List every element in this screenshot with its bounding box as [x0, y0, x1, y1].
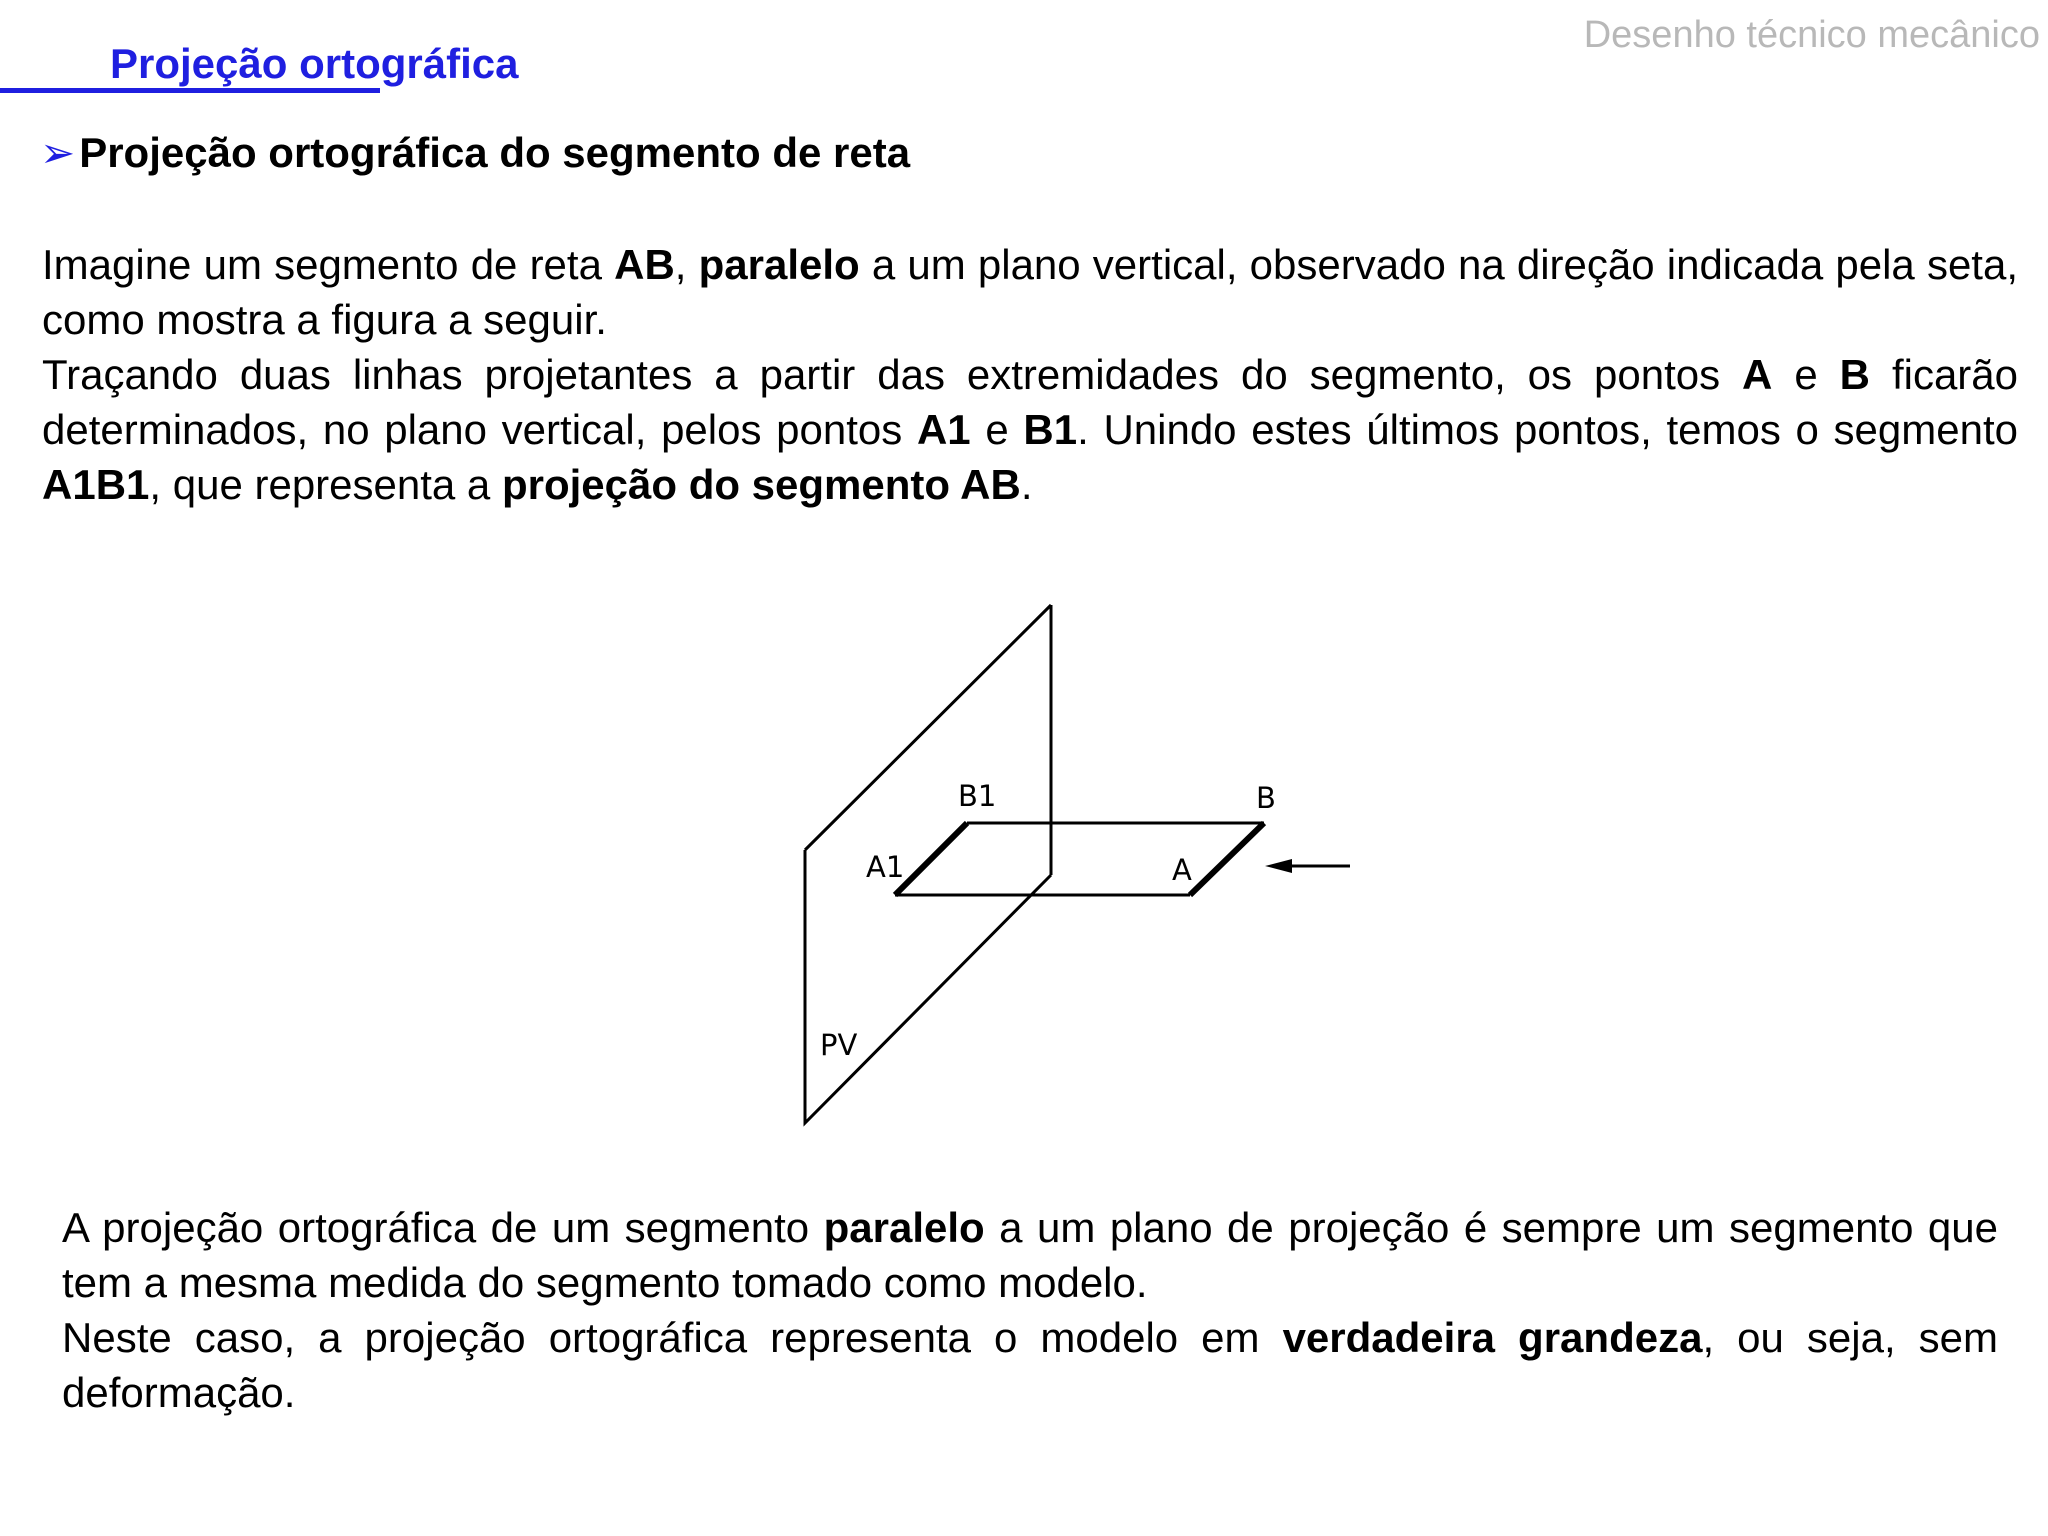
label-a1: A1: [866, 850, 905, 884]
text-run: , ou seja, sem deformação.: [62, 1314, 1998, 1416]
title-underline: [0, 88, 380, 93]
intro-paragraph-1: [42, 237, 2018, 347]
text-run: A projeção ortográfica de um segmento: [62, 1204, 824, 1251]
segment-ab: [1190, 823, 1264, 895]
text-run: ficarão determinados, no plano vertical, pelos pontos: [42, 351, 2019, 453]
text-run: e: [970, 406, 1024, 453]
text-run: .: [1020, 461, 1033, 508]
conclusion-text: [62, 1200, 1998, 1420]
intro-text: [42, 237, 2018, 512]
label-a: A: [1172, 853, 1192, 887]
bold-run: AB: [614, 241, 675, 288]
label-b: B: [1256, 781, 1276, 815]
bold-run: B: [1839, 351, 1870, 398]
bold-run: A: [1742, 351, 1773, 398]
corner-title: Desenho técnico mecânico: [1583, 14, 2040, 56]
text-run: Neste caso, a projeção ortográfica representa o modelo em: [62, 1314, 1283, 1361]
label-b1: B1: [958, 779, 997, 813]
segment-a1b1: [895, 823, 967, 895]
intro-paragraph-2: [42, 347, 2018, 512]
text-run: a um plano vertical, observado na direção indicada pela seta, como mostra a figura a seguir.: [42, 241, 2018, 343]
label-pv: PV: [820, 1028, 858, 1062]
bold-run: A1B1: [42, 461, 150, 508]
bold-run: paralelo: [823, 1204, 985, 1251]
conclusion-paragraph-2: [62, 1310, 1998, 1420]
bullet-arrow-icon: ➢: [40, 129, 76, 176]
bold-run: paralelo: [698, 241, 860, 288]
slide-title: Projeção ortográfica: [110, 40, 519, 87]
text-run: ,: [674, 241, 699, 288]
section-heading-text: Projeção ortográfica do segmento de reta: [79, 129, 911, 176]
viewing-arrow-head: [1265, 859, 1292, 873]
section-heading: [40, 128, 910, 177]
bold-run: B1: [1023, 406, 1078, 453]
bold-run: verdadeira grandeza: [1282, 1314, 1703, 1361]
vertical-plane-outline: [805, 605, 1051, 1123]
text-run: Imagine um segmento de reta: [42, 241, 615, 288]
text-run: a um plano de projeção é sempre um segmento que tem a mesma medida do segmento tomado como modelo.: [62, 1204, 1999, 1306]
text-run: . Unindo estes últimos pontos, temos o segmento: [1077, 406, 2019, 453]
bold-run: A1: [916, 406, 971, 453]
text-run: Traçando duas linhas projetantes a partir das extremidades do segmento, os pontos: [42, 351, 1743, 398]
bold-run: projeção do segmento AB: [501, 461, 1021, 508]
text-run: e: [1772, 351, 1840, 398]
conclusion-paragraph-1: [62, 1200, 1998, 1310]
text-run: , que representa a: [149, 461, 502, 508]
